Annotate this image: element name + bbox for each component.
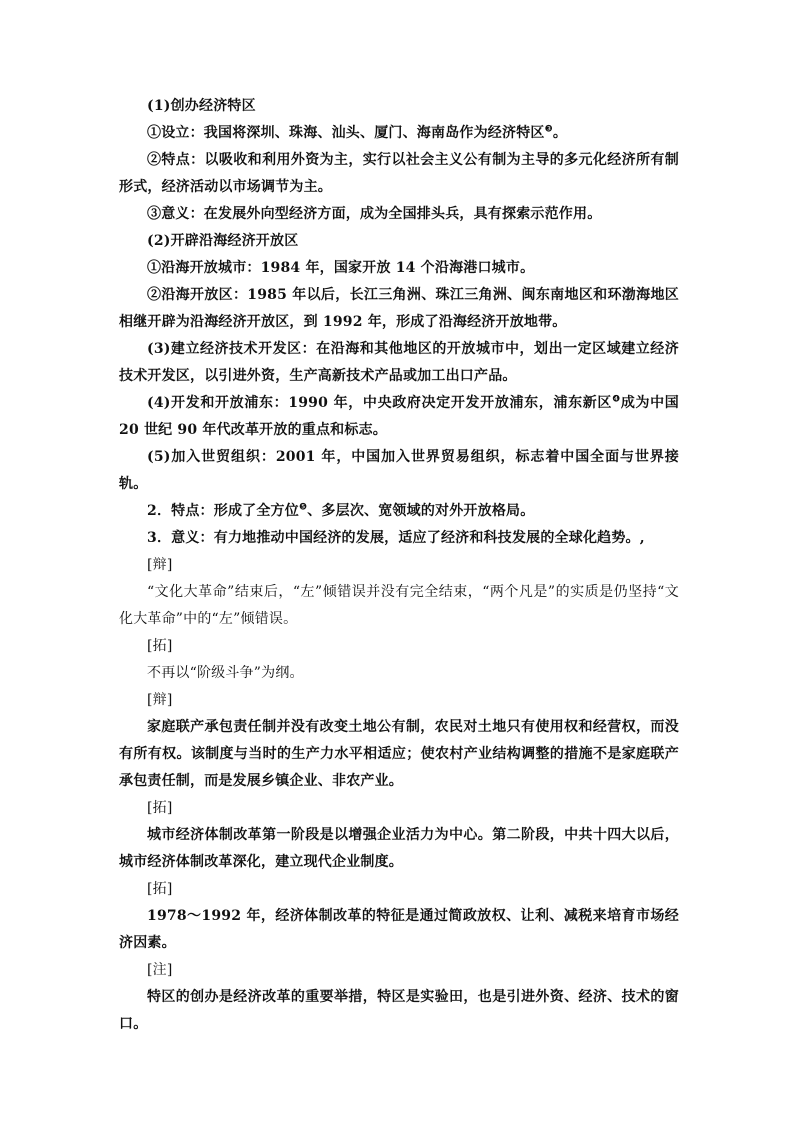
tag-zhu: [注] bbox=[147, 962, 173, 978]
tag-tuo: [拓] bbox=[147, 800, 173, 816]
paragraph-wto: (5)加入世贸组织：2001 年，中国加入世界贸易组织，标志着中国全面与世界接轨。 bbox=[119, 449, 679, 492]
paragraph-significance: ③意义：在发展外向型经济方面，成为全国排头兵，具有探索示范作用。 bbox=[147, 206, 602, 222]
paragraph-features: ②特点：以吸收和利用外资为主，实行以社会主义公有制为主导的多元化经济所有制形式，经济活动以市场调节为主。 bbox=[119, 152, 679, 195]
tag-tuo: [拓] bbox=[147, 881, 173, 897]
footnote-marker: ❺ bbox=[298, 502, 308, 513]
note-reform-features: 1978～1992 年，经济体制改革的特征是通过简政放权、让利、减税来培育市场经济因素。 bbox=[119, 908, 679, 951]
note-class-struggle: 不再以“阶级斗争”为纲。 bbox=[147, 665, 304, 681]
note-special-zones: 特区的创办是经济改革的重要举措，特区是实验田，也是引进外资、经济、技术的窗口。 bbox=[119, 989, 679, 1032]
tag-tuo: [拓] bbox=[147, 638, 173, 654]
heading-special-economic-zones: (1)创办经济特区 bbox=[147, 98, 256, 114]
tag-bian: [辩] bbox=[147, 557, 173, 573]
note-urban-reform: 城市经济体制改革第一阶段是以增强企业活力为中心。第二阶段，中共十四大以后，城市经济体制改革深化，建立现代企业制度。 bbox=[119, 827, 679, 870]
note-household-responsibility: 家庭联产承包责任制并没有改变土地公有制，农民对土地只有使用权和经营权，而没有所有权。该制度与当时的生产力水平相适应；使农村产业结构调整的措施不是家庭联产承包责任制，而是发展乡镇企业、非农产业。 bbox=[119, 719, 679, 789]
document-body bbox=[119, 93, 679, 1038]
paragraph-coastal-areas: ②沿海开放区：1985 年以后，长江三角洲、珠江三角洲、闽东南地区和环渤海地区相继开辟为沿海经济开放区，到 1992 年，形成了沿海经济开放地带。 bbox=[119, 287, 679, 330]
heading-coastal-open-zones: (2)开辟沿海经济开放区 bbox=[147, 233, 299, 249]
footnote-marker: ❹ bbox=[612, 394, 621, 405]
paragraph-characteristics: 2．特点：形成了全方位$^❺$、多层次、宽领域的对外开放格局。 bbox=[147, 502, 535, 519]
footnote-marker: ❸ bbox=[544, 124, 553, 135]
paragraph-establishment: ①设立：我国将深圳、珠海、汕头、厦门、海南岛作为经济特区$^❸$。 bbox=[147, 124, 568, 141]
tag-bian: [辩] bbox=[147, 692, 173, 708]
paragraph-pudong: (4)开发和开放浦东：1990 年，中央政府决定开发开放浦东，浦东新区$^❹$成为中国 20 世纪 90 年代改革开放的重点和标志。 bbox=[119, 394, 679, 438]
paragraph-coastal-cities: ①沿海开放城市：1984 年，国家开放 14 个沿海港口城市。 bbox=[147, 260, 535, 276]
paragraph-meaning: 3．意义：有力地推动中国经济的发展，适应了经济和科技发展的全球化趋势。, bbox=[147, 530, 645, 546]
note-left-error: “文化大革命”结束后，“左”倾错误并没有完全结束，“两个凡是”的实质是仍坚持“文化大革命”中的“左”倾错误。 bbox=[119, 584, 679, 627]
paragraph-development-zones: (3)建立经济技术开发区：在沿海和其他地区的开放城市中，划出一定区域建立经济技术开发区，以引进外资，生产高新技术产品或加工出口产品。 bbox=[119, 341, 679, 384]
